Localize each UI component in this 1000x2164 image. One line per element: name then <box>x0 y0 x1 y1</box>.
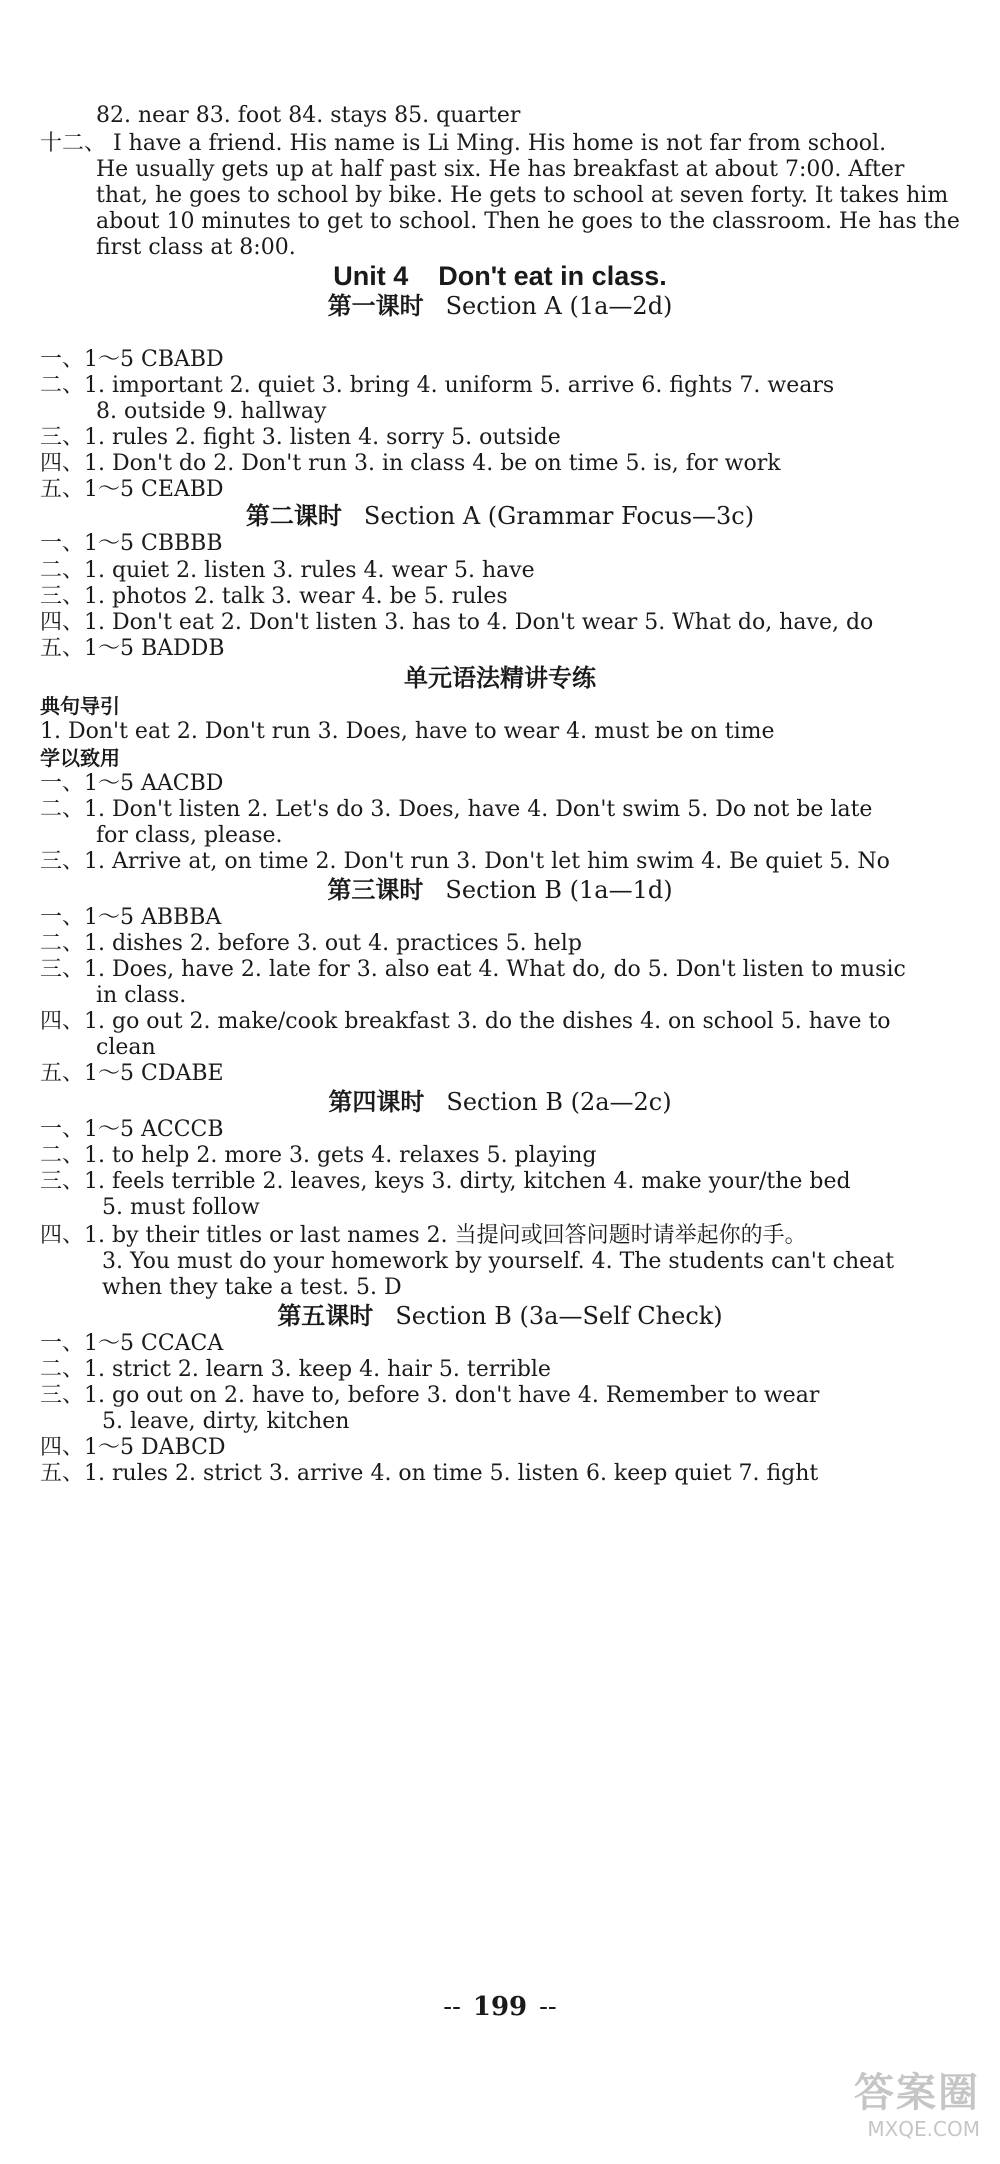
answer-line: 二、1. strict 2. learn 3. keep 4. hair 5. terrible <box>40 1357 551 1382</box>
answer-line: 四、1. by their titles or last names 2. 当提问或回答问题时请举起你的手。 <box>40 1223 807 1248</box>
answer-line: 3. You must do your homework by yourself. 4. The students can't cheat <box>102 1249 895 1274</box>
answer-line: 一、1～5 CBBBB <box>40 531 223 556</box>
answer-line: 二、1. important 2. quiet 3. bring 4. uniform 5. arrive 6. fights 7. wears <box>40 373 835 398</box>
page-dash-left: -- <box>443 1992 461 2022</box>
answer-line: 四、1～5 DABCD <box>40 1435 226 1460</box>
answer-line: 82. near 83. foot 84. stays 85. quarter <box>96 103 521 128</box>
lesson-heading-en: Section B (2a—2c) <box>446 1088 672 1116</box>
lesson-heading-cn: 第四课时 <box>328 1088 425 1116</box>
answer-line: 四、1. Don't do 2. Don't run 3. in class 4. be on time 5. is, for work <box>40 451 781 476</box>
answer-line: 二、1. Don't listen 2. Let's do 3. Does, have 4. Don't swim 5. Do not be late <box>40 797 873 822</box>
page-number-block <box>0 1990 1000 2024</box>
answer-line: 三、1. photos 2. talk 3. wear 4. be 5. rules <box>40 584 508 609</box>
lesson-heading-cn: 第三课时 <box>327 876 424 904</box>
lesson-heading <box>0 502 1000 530</box>
page-dash-right: -- <box>539 1992 557 2022</box>
answer-line: 三、1. Arrive at, on time 2. Don't run 3. Don't let him swim 4. Be quiet 5. No <box>40 849 890 874</box>
essay-line: He usually gets up at half past six. He has breakfast at about 7:00. After <box>96 157 905 182</box>
lesson-heading-en: Section A (1a—2d) <box>445 292 673 320</box>
lesson-heading <box>0 1302 1000 1330</box>
lesson-heading-en: Section A (Grammar Focus—3c) <box>363 502 755 530</box>
answer-line: 二、1. quiet 2. listen 3. rules 4. wear 5. have <box>40 558 535 583</box>
answer-line: in class. <box>96 983 187 1008</box>
lesson-heading <box>0 876 1000 904</box>
answer-line: 1. Don't eat 2. Don't run 3. Does, have to wear 4. must be on time <box>40 719 775 744</box>
answer-line: 五、1～5 CEABD <box>40 477 224 502</box>
answer-line: 三、1. Does, have 2. late for 3. also eat 4. What do, do 5. Don't listen to music <box>40 957 906 982</box>
lesson-heading-cn: 第一课时 <box>327 292 424 320</box>
answer-line: 五、1～5 CDABE <box>40 1061 224 1086</box>
answer-line: 三、1. go out on 2. have to, before 3. don't have 4. Remember to wear <box>40 1383 820 1408</box>
lesson-heading-en: Section B (1a—1d) <box>445 876 673 904</box>
watermark-logo <box>790 2070 980 2148</box>
answer-line: 二、1. dishes 2. before 3. out 4. practices 5. help <box>40 931 582 956</box>
answer-line: 一、1～5 AACBD <box>40 771 224 796</box>
lesson-heading-cn: 第五课时 <box>277 1302 374 1330</box>
answer-line: 四、1. Don't eat 2. Don't listen 3. has to 4. Don't wear 5. What do, have, do <box>40 610 874 635</box>
grammar-heading: 单元语法精讲专练 <box>404 664 596 692</box>
answer-line: 三、1. feels terrible 2. leaves, keys 3. dirty, kitchen 4. make your/the bed <box>40 1169 851 1194</box>
lesson-heading <box>0 292 1000 320</box>
answer-line: 一、1～5 CCACA <box>40 1331 224 1356</box>
unit-title: Unit 4 Don't eat in class. <box>333 262 667 290</box>
essay-line: first class at 8:00. <box>96 235 296 260</box>
answer-line: 5. leave, dirty, kitchen <box>102 1409 350 1434</box>
answer-line: 二、1. to help 2. more 3. gets 4. relaxes 5. playing <box>40 1143 597 1168</box>
answer-line: when they take a test. 5. D <box>102 1275 402 1300</box>
answer-line: 一、1～5 CBABD <box>40 347 224 372</box>
subsection-label: 典句导引 <box>40 694 120 718</box>
answer-line: 五、1～5 BADDB <box>40 636 225 661</box>
essay-line: 十二、 I have a friend. His name is Li Ming. His home is not far from school. <box>40 131 887 156</box>
answer-line: 5. must follow <box>102 1195 260 1220</box>
answer-line: 四、1. go out 2. make/cook breakfast 3. do the dishes 4. on school 5. have to <box>40 1009 891 1034</box>
lesson-heading <box>0 1088 1000 1116</box>
answer-line: 8. outside 9. hallway <box>96 399 327 424</box>
answer-line: clean <box>96 1035 156 1060</box>
answer-line: 一、1～5 ABBBA <box>40 905 222 930</box>
page-number: 199 <box>472 1992 528 2022</box>
essay-line: about 10 minutes to get to school. Then he goes to the classroom. He has the <box>96 209 960 234</box>
lesson-heading-cn: 第二课时 <box>245 502 342 530</box>
answer-line: 五、1. rules 2. strict 3. arrive 4. on time 5. listen 6. keep quiet 7. fight <box>40 1461 819 1486</box>
essay-line: that, he goes to school by bike. He gets to school at seven forty. It takes him <box>96 183 949 208</box>
watermark-text: 答案圈 <box>854 2070 980 2116</box>
lesson-heading-en: Section B (3a—Self Check) <box>395 1302 723 1330</box>
watermark-url: MXQE.COM <box>867 2117 980 2141</box>
subsection-label: 学以致用 <box>40 746 120 770</box>
answer-line: 三、1. rules 2. fight 3. listen 4. sorry 5. outside <box>40 425 561 450</box>
answer-line: 一、1～5 ACCCB <box>40 1117 224 1142</box>
answer-line: for class, please. <box>96 823 283 848</box>
